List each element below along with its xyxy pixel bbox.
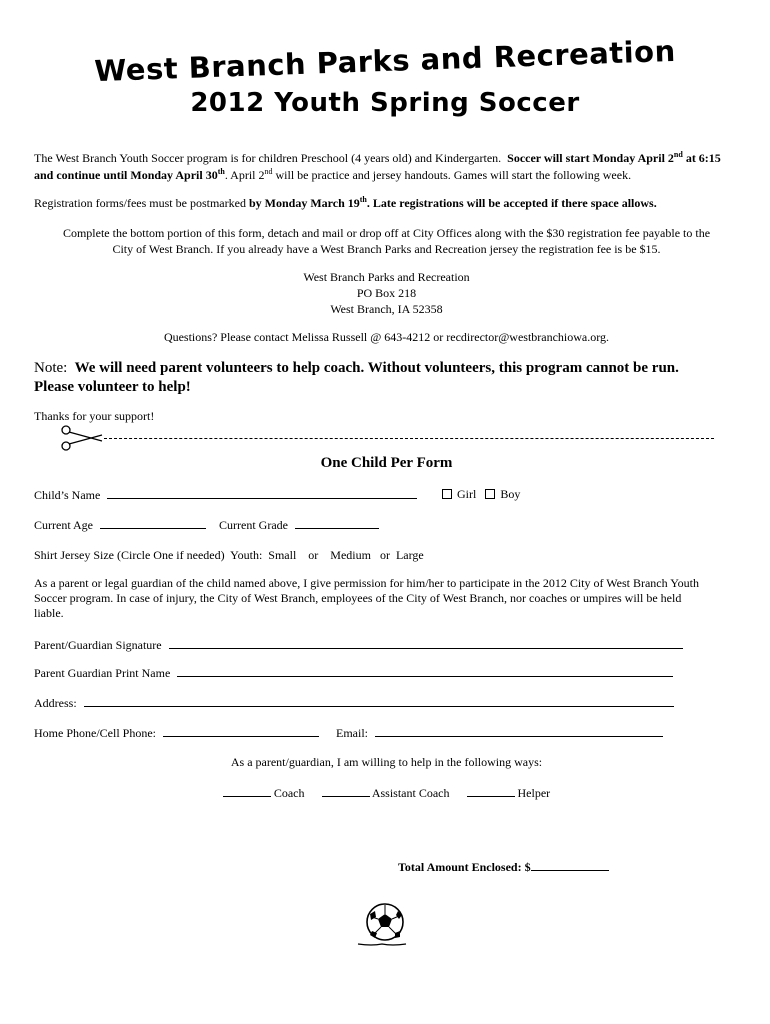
page-subtitle: 2012 Youth Spring Soccer [190,88,580,118]
current-age-field[interactable] [100,517,206,529]
assistant-coach-field[interactable] [322,785,370,797]
age-grade-row: Current Age Current Grade [34,517,379,533]
deadline-paragraph: Registration forms/fees must be postmarked by Monday March 19th. Late registrations will be accepted if there space allows. [34,195,657,210]
thanks-text: Thanks for your support! [34,409,155,423]
volunteer-note: Note: We will need parent volunteers to help coach. Without volunteers, this program cannot be run. Please volunteer to help! [34,360,679,395]
intro-text: The West Branch Youth Soccer program is for children Preschool (4 years old) and Kindergarten. [34,151,502,165]
questions-contact: Questions? Please contact Melissa Russell @ 643-4212 or recdirector@westbranchiowa.org. [163,330,610,344]
child-name-row: Child’s Name Girl Boy [34,487,521,502]
scissors-icon [58,424,104,452]
jersey-size-row[interactable]: Shirt Jersey Size (Circle One if needed) Youth: Small or Medium or Large [34,548,424,562]
girl-checkbox[interactable] [442,489,452,499]
volunteer-options: Coach Assistant Coach Helper [34,785,739,801]
coach-field[interactable] [223,785,271,797]
form-heading: One Child Per Form [320,455,453,471]
games-text: will be practice and jersey handouts. Games will start the following week. [272,168,632,182]
dashed-divider [104,438,714,439]
current-grade-field[interactable] [295,517,379,529]
volunteer-intro: As a parent/guardian, I am willing to help in the following ways: [230,755,543,769]
signature-row: Parent/Guardian Signature [34,637,683,653]
contact-row: Home Phone/Cell Phone: Email: [34,725,663,741]
intro-paragraph: The West Branch Youth Soccer program is for children Preschool (4 years old) and Kindergarten. Soccer will start Monday April 2nd at 6:15 and continue until Monday April 30th. April 2nd will be practice and jersey handouts. Games will start the following week. [34,150,721,182]
address-field[interactable] [84,695,674,707]
signature-field[interactable] [169,637,683,649]
total-amount-row: Total Amount Enclosed: $ [398,859,609,875]
print-name-row: Parent Guardian Print Name [34,665,673,681]
total-amount-field[interactable] [531,859,609,871]
page-title: West Branch Parks and Recreation [93,33,677,89]
helper-field[interactable] [467,785,515,797]
consent-paragraph: As a parent or legal guardian of the child named above, I give permission for him/her to participate in the 2012 City of West Branch Youth Soccer program. In case of injury, the City of West Branch, employees of the City of West Branch, nor coaches or umpires will be held liable. [34,576,699,620]
mailing-address: West Branch Parks and Recreation PO Box 218 West Branch, IA 52358 [303,270,470,316]
cut-line [58,424,738,454]
start-date-text: Soccer will start Monday April 2nd at 6:15 and continue until Monday April 30th [34,150,721,182]
instructions-paragraph: Complete the bottom portion of this form, detach and mail or drop off at City Offices along with the $30 registration fee payable to the City of West Branch. If you already have a West Branch Parks and Recreation jersey the registration fee is be $15. [62,226,711,256]
soccer-ball-icon [352,900,412,950]
child-name-field[interactable] [107,487,417,499]
email-field[interactable] [375,725,663,737]
print-name-field[interactable] [177,665,673,677]
phone-field[interactable] [163,725,319,737]
practice-text: . April 2 [224,168,265,182]
address-row: Address: [34,695,674,711]
boy-checkbox[interactable] [485,489,495,499]
